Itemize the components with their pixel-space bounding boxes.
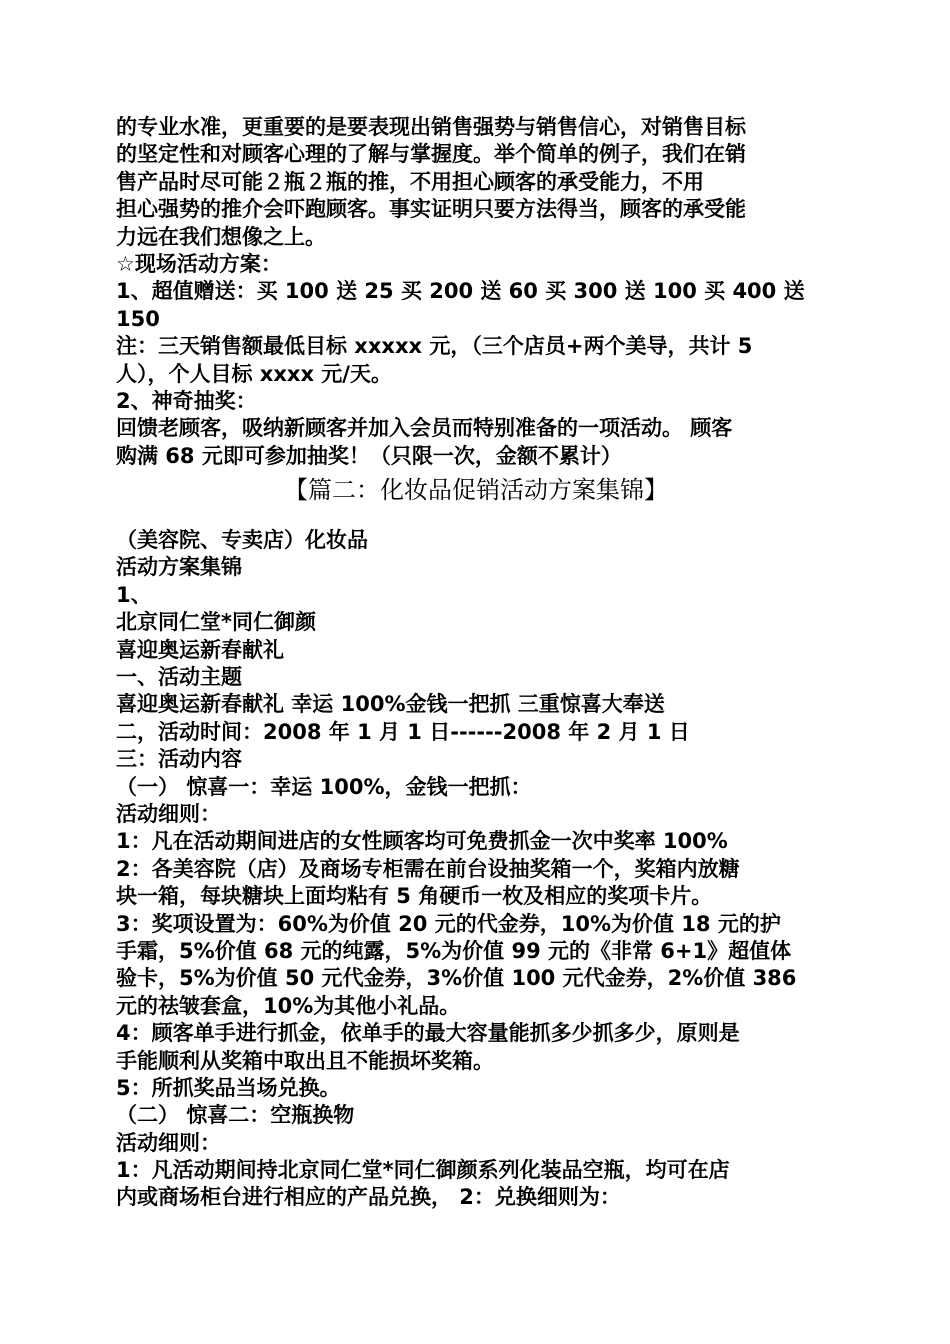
heading-rules: 活动细则： (116, 1130, 221, 1155)
text-line: 元的祛皱套盒，10%为其他小礼品。 (116, 993, 461, 1018)
text-line: 力远在我们想像之上。 (116, 224, 326, 249)
text-line: 验卡，5%为价值 50 元代金券，3%价值 100 元代金券，2%价值 386 (116, 966, 797, 991)
text-line: 回馈老顾客，吸纳新顾客并加入会员而特别准备的一项活动。 顾客 (116, 416, 733, 441)
heading-content: 三：活动内容 (116, 747, 242, 772)
text-line: 4：顾客单手进行抓金，依单手的最大容量能抓多少抓多少，原则是 (116, 1021, 740, 1046)
text-line: 活动方案集锦 (116, 555, 242, 580)
heading-rules: 活动细则： (116, 801, 221, 826)
text-line: 1：凡在活动期间进店的女性顾客均可免费抓金一次中奖率 100% (116, 829, 728, 854)
text-line: 人），个人目标 xxxx 元/天。 (116, 361, 392, 386)
heading-theme: 一、活动主题 (116, 665, 242, 690)
document-page (116, 114, 836, 1212)
text-line: 购满 68 元即可参加抽奖！（只限一次，金额不累计） (116, 443, 622, 468)
text-line: 1、超值赠送：买 100 送 25 买 200 送 60 买 300 送 100 买 400 送 (116, 279, 805, 304)
text-line: （美容院、专卖店）化妆品 (116, 528, 368, 553)
text-line: 1：凡活动期间持北京同仁堂*同仁御颜系列化装品空瓶，均可在店 (116, 1158, 730, 1183)
heading-lucky-draw: 2、神奇抽奖： (116, 388, 257, 413)
text-line: 1、 (116, 582, 152, 607)
text-line: 的专业水准，更重要的是要表现出销售强势与销售信心，对销售目标 (116, 115, 746, 139)
text-line: 5：所抓奖品当场兑换。 (116, 1075, 341, 1100)
text-line: 担心强势的推介会吓跑顾客。事实证明只要方法得当，顾客的承受能 (116, 197, 746, 222)
text-line: 2：各美容院（店）及商场专柜需在前台设抽奖箱一个，奖箱内放糖 (116, 856, 740, 881)
heading-surprise-one: （一） 惊喜一：幸运 100%，金钱一把抓： (116, 774, 532, 799)
section-title: 【篇二：化妆品促销活动方案集锦】 (284, 476, 668, 505)
text-line: 块一箱，每块糖块上面均粘有 5 角硬币一枚及相应的奖项卡片。 (116, 884, 713, 909)
text-line: 北京同仁堂*同仁御颜 (116, 610, 316, 635)
text-line: 150 (116, 306, 160, 331)
heading-surprise-two: （二） 惊喜二：空瓶换物 (116, 1103, 355, 1128)
heading-onsite-plan: ☆现场活动方案： (116, 251, 282, 276)
body-text-before-title (116, 114, 836, 470)
text-line: 手霜，5%价值 68 元的纯露，5%为价值 99 元的《非常 6+1》超值体 (116, 938, 792, 963)
text-line: 售产品时尽可能２瓶２瓶的推，不用担心顾客的承受能力，不用 (116, 169, 704, 194)
body-text-after-title (116, 527, 836, 1212)
text-line: 内或商场柜台进行相应的产品兑换， 2：兑换细则为： (116, 1185, 621, 1210)
text-line: 喜迎奥运新春献礼 幸运 100%金钱一把抓 三重惊喜大奉送 (116, 692, 665, 717)
text-line: 手能顺利从奖箱中取出且不能损坏奖箱。 (116, 1048, 494, 1073)
heading-time: 二，活动时间：2008 年 1 月 1 日------2008 年 2 月 1 日 (116, 719, 690, 744)
text-line: 喜迎奥运新春献礼 (116, 637, 284, 662)
text-line: 3：奖项设置为：60%为价值 20 元的代金券，10%为价值 18 元的护 (116, 911, 781, 936)
text-line: 的坚定性和对顾客心理的了解与掌握度。举个简单的例子，我们在销 (116, 142, 746, 167)
text-line: 注：三天销售额最低目标 xxxxx 元，（三个店员+两个美导，共计 5 (116, 334, 753, 359)
